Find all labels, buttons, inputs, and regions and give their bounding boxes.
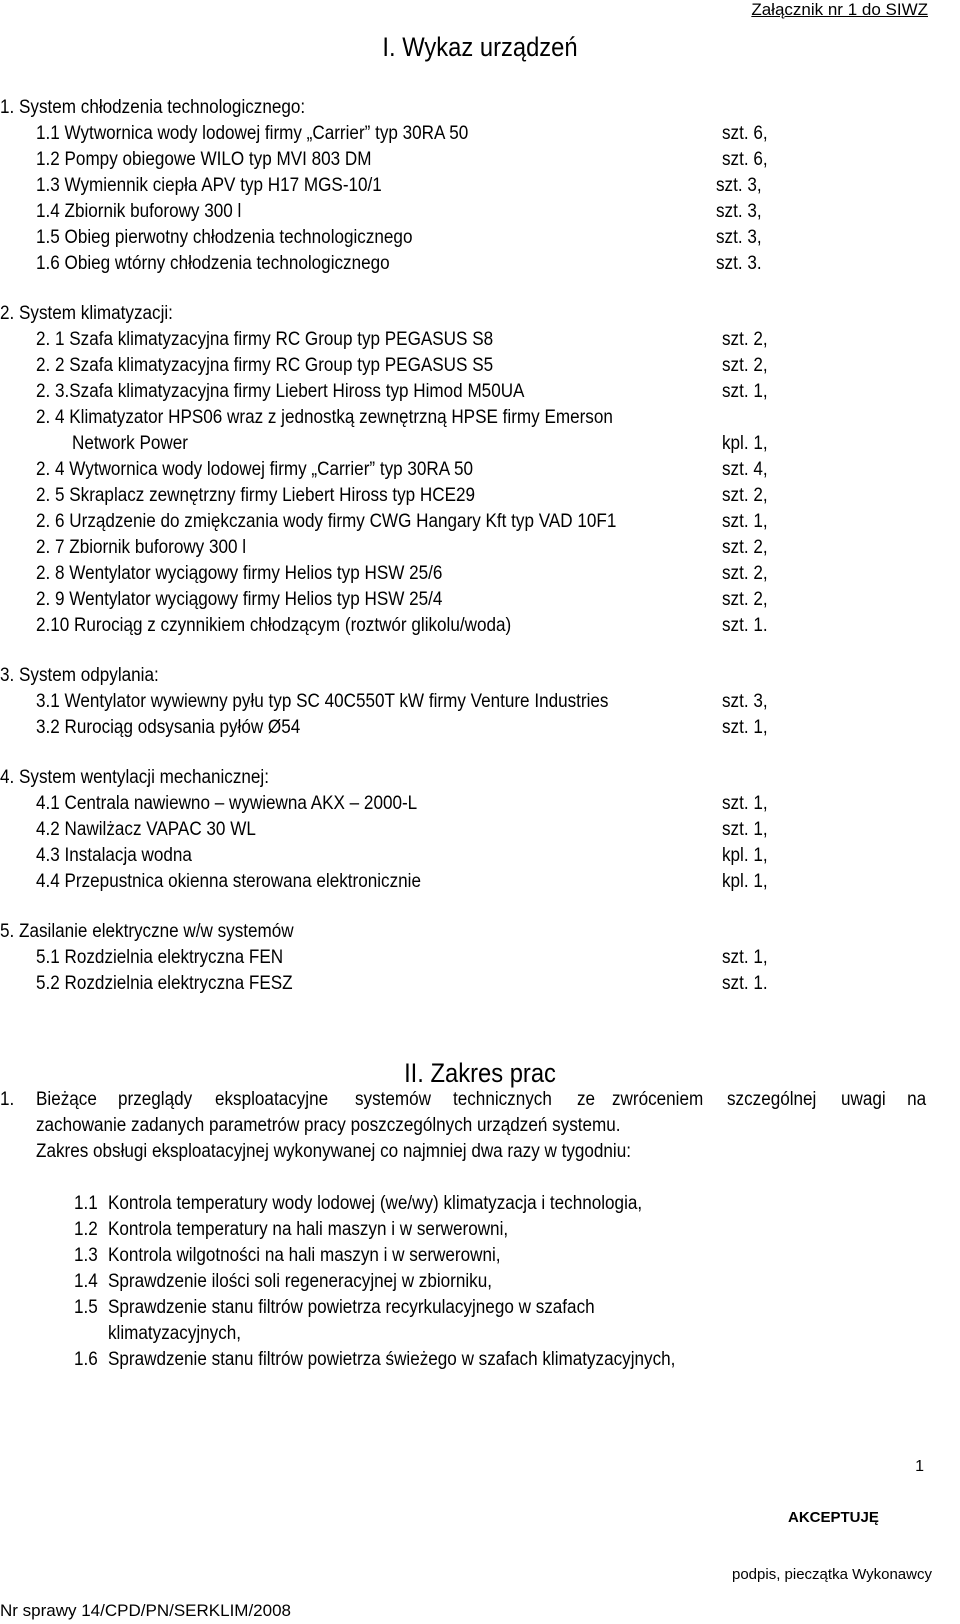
item-2-3: 2. 3.Szafa klimatyzacyjna firmy Liebert Hiross typ Himod M50UA (36, 381, 525, 402)
item-4-1: 4.1 Centrala nawiewno – wywiewna AKX – 2000-L (36, 793, 418, 814)
scope-word: systemów (354, 1089, 431, 1110)
system-title-5: 5. Zasilanie elektryczne w/w systemów (0, 921, 294, 942)
qty-4-1: szt. 1, (722, 793, 768, 814)
item-4-2: 4.2 Nawilżacz VAPAC 30 WL (36, 819, 256, 840)
check-text-continued: klimatyzacyjnych, (108, 1323, 242, 1344)
qty-2-2: szt. 2, (722, 355, 768, 376)
check-text: Sprawdzenie stanu filtrów powietrza recyrkulacyjnego w szafach (108, 1297, 595, 1318)
qty-3-1: szt. 3, (722, 691, 768, 712)
scope-word: zwróceniem (611, 1089, 703, 1110)
qty-4-3: kpl. 1, (722, 845, 768, 866)
attachment-label: Załącznik nr 1 do SIWZ (751, 0, 928, 19)
qty-2-3: szt. 1, (722, 381, 768, 402)
qty-1-6: szt. 3. (716, 253, 762, 274)
item-1-4: 1.4 Zbiornik buforowy 300 l (36, 201, 242, 222)
scope-word: szczególnej (727, 1089, 817, 1110)
page-number: 1 (915, 1458, 924, 1475)
qty-2-6: szt. 2, (722, 485, 768, 506)
item-1-2: 1.2 Pompy obiegowe WILO typ MVI 803 DM (36, 149, 372, 170)
qty-2-7: szt. 1, (722, 511, 768, 532)
qty-2-4: kpl. 1, (722, 433, 768, 454)
qty-1-4: szt. 3, (716, 201, 762, 222)
qty-1-5: szt. 3, (716, 227, 762, 248)
system-title-4: 4. System wentylacji mechanicznej: (0, 767, 269, 788)
signature-label: podpis, pieczątka Wykonawcy (732, 1566, 932, 1583)
item-2-6: 2. 5 Skraplacz zewnętrzny firmy Liebert Hiross typ HCE29 (36, 485, 476, 506)
scope-word: na (906, 1089, 926, 1110)
qty-1-3: szt. 3, (716, 175, 762, 196)
check-number: 1.5 (74, 1297, 98, 1318)
item-2-2: 2. 2 Szafa klimatyzacyjna firmy RC Group typ PEGASUS S5 (36, 355, 494, 376)
scope-line-2: zachowanie zadanych parametrów pracy poszczególnych urządzeń systemu. (36, 1115, 621, 1136)
check-text: Kontrola temperatury wody lodowej (we/wy) klimatyzacja i technologia, (108, 1193, 643, 1214)
item-1-1: 1.1 Wytwornica wody lodowej firmy „Carrier” typ 30RA 50 (36, 123, 469, 144)
scope-number: 1. (0, 1089, 15, 1110)
item-2-11: 2.10 Rurociąg z czynnikiem chłodzącym (roztwór glikolu/woda) (36, 615, 512, 636)
check-number: 1.4 (74, 1271, 98, 1292)
section-title-equipment-list: I. Wykaz urządzeń (382, 32, 578, 62)
item-2-4: 2. 4 Klimatyzator HPS06 wraz z jednostką zewnętrzną HPSE firmy Emerson (36, 407, 613, 428)
scope-word: uwagi (840, 1089, 886, 1110)
item-2-10: 2. 9 Wentylator wyciągowy firmy Helios typ HSW 25/4 (36, 589, 443, 610)
check-text: Kontrola temperatury na hali maszyn i w serwerowni, (108, 1219, 509, 1240)
qty-2-8: szt. 2, (722, 537, 768, 558)
item-2-9: 2. 8 Wentylator wyciągowy firmy Helios typ HSW 25/6 (36, 563, 443, 584)
check-number: 1.1 (74, 1193, 98, 1214)
scope-line-1 (36, 1088, 926, 1112)
section-title-scope: II. Zakres prac (404, 1058, 556, 1088)
check-number: 1.3 (74, 1245, 98, 1266)
item-1-6: 1.6 Obieg wtórny chłodzenia technologicznego (36, 253, 390, 274)
system-title-1: 1. System chłodzenia technologicznego: (0, 97, 306, 118)
qty-5-2: szt. 1. (722, 973, 768, 994)
check-text: Sprawdzenie stanu filtrów powietrza świeżego w szafach klimatyzacyjnych, (108, 1349, 676, 1370)
item-1-5: 1.5 Obieg pierwotny chłodzenia technologicznego (36, 227, 413, 248)
qty-5-1: szt. 1, (722, 947, 768, 968)
qty-1-1: szt. 6, (722, 123, 768, 144)
case-number: Nr sprawy 14/CPD/PN/SERKLIM/2008 (0, 1601, 291, 1620)
check-number: 1.2 (74, 1219, 98, 1240)
item-1-3: 1.3 Wymiennik ciepła APV typ H17 MGS-10/1 (36, 175, 382, 196)
item-2-4-continued: Network Power (72, 433, 188, 454)
item-4-4: 4.4 Przepustnica okienna sterowana elektronicznie (36, 871, 421, 892)
scope-line-3: Zakres obsługi eksploatacyjnej wykonywanej co najmniej dwa razy w tygodniu: (36, 1141, 631, 1162)
system-title-3: 3. System odpylania: (0, 665, 159, 686)
qty-4-2: szt. 1, (722, 819, 768, 840)
scope-word: Bieżące (36, 1089, 97, 1110)
qty-4-4: kpl. 1, (722, 871, 768, 892)
scope-word: eksploatacyjne (214, 1089, 328, 1110)
item-2-5: 2. 4 Wytwornica wody lodowej firmy „Carrier” typ 30RA 50 (36, 459, 474, 480)
scope-word: przeglądy (117, 1089, 193, 1110)
qty-2-11: szt. 1. (722, 615, 768, 636)
item-2-7: 2. 6 Urządzenie do zmiękczania wody firmy CWG Hangary Kft typ VAD 10F1 (36, 511, 617, 532)
item-5-2: 5.2 Rozdzielnia elektryczna FESZ (36, 973, 293, 994)
item-4-3: 4.3 Instalacja wodna (36, 845, 192, 866)
item-2-1: 2. 1 Szafa klimatyzacyjna firmy RC Group typ PEGASUS S8 (36, 329, 494, 350)
accept-label: AKCEPTUJĘ (788, 1509, 879, 1526)
qty-2-1: szt. 2, (722, 329, 768, 350)
item-5-1: 5.1 Rozdzielnia elektryczna FEN (36, 947, 284, 968)
qty-1-2: szt. 6, (722, 149, 768, 170)
scope-word: ze (577, 1089, 596, 1110)
qty-2-5: szt. 4, (722, 459, 768, 480)
check-text: Sprawdzenie ilości soli regeneracyjnej w zbiorniku, (108, 1271, 492, 1292)
system-title-2: 2. System klimatyzacji: (0, 303, 173, 324)
qty-2-10: szt. 2, (722, 589, 768, 610)
item-3-2: 3.2 Rurociąg odsysania pyłów Ø54 (36, 717, 301, 738)
qty-2-9: szt. 2, (722, 563, 768, 584)
check-text: Kontrola wilgotności na hali maszyn i w serwerowni, (108, 1245, 501, 1266)
item-3-1: 3.1 Wentylator wywiewny pyłu typ SC 40C550T kW firmy Venture Industries (36, 691, 609, 712)
scope-word: technicznych (453, 1089, 553, 1110)
qty-3-2: szt. 1, (722, 717, 768, 738)
item-2-8: 2. 7 Zbiornik buforowy 300 l (36, 537, 247, 558)
check-number: 1.6 (74, 1349, 98, 1370)
